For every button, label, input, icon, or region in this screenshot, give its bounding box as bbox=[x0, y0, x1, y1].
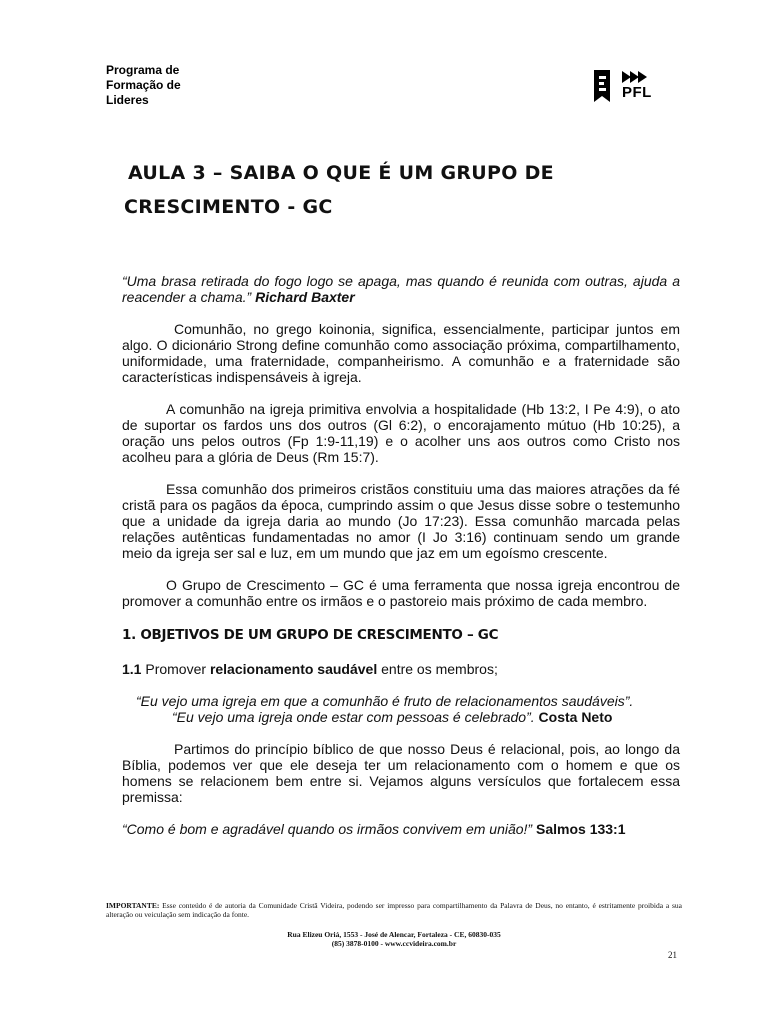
quote-2: “Eu vejo uma igreja onde estar com pessoas é celebrado”. bbox=[172, 709, 535, 725]
section-heading: 1. OBJETIVOS DE UM GRUPO DE CRESCIMENTO – GC bbox=[122, 627, 499, 643]
page-title bbox=[124, 156, 684, 224]
item-post: entre os membros; bbox=[381, 661, 498, 677]
item-number: 1.1 bbox=[122, 661, 142, 677]
paragraph-5: Partimos do princípio bíblico de que nosso Deus é relacional, pois, ao longo da Bíblia, podemos ver que ele deseja ter um relacionamento com o homem e que os homens se relacionem bem entre si. Vejamos alguns versículos que fortalecem essa premissa: bbox=[122, 741, 680, 805]
footer-notice bbox=[106, 901, 682, 919]
epigraph bbox=[122, 273, 680, 305]
important-text: Esse conteúdo é de autoria da Comunidade Cristã Videira, podendo ser impresso para compartilhamento da Palavra de Deus, no entanto, é estritamente proibida a sua alteração ou veiculação sem indicação da fonte. bbox=[106, 901, 682, 919]
title-line-1: AULA 3 – SAIBA O QUE É UM GRUPO DE bbox=[128, 162, 554, 184]
quotes-block bbox=[122, 693, 680, 725]
program-line-3: Lideres bbox=[106, 93, 149, 107]
page-number: 21 bbox=[668, 950, 677, 960]
epigraph-quote: “Uma brasa retirada do fogo logo se apaga, mas quando é reunida com outras, ajuda a reacender a chama.” bbox=[122, 273, 680, 305]
item-bold: relacionamento saudável bbox=[209, 661, 378, 677]
verse-ref: Salmos 133:1 bbox=[536, 821, 626, 837]
paragraph-4: O Grupo de Crescimento – GC é uma ferramenta que nossa igreja encontrou de promover a comunhão entre os irmãos e o pastoreio mais próximo de cada membro. bbox=[122, 577, 680, 609]
logo-text: PFL bbox=[622, 84, 652, 101]
program-line-1: Programa de bbox=[106, 63, 180, 77]
paragraph-3: Essa comunhão dos primeiros cristãos constituiu uma das maiores atrações da fé cristã para os pagãos da época, cumprindo assim o que Jesus disse sobre o testemunho que a unidade da igreja daria ao mundo (Jo 17:23). Essa comunhão marcada pelas relações autênticas fundamentadas no amor (I Jo 3:16) continuam sendo um grande meio da igreja ser sal e luz, em um mundo que jaz em um egoísmo crescente. bbox=[122, 481, 680, 561]
quote-1: “Eu vejo uma igreja em que a comunhão é fruto de relacionamentos saudáveis”. bbox=[136, 693, 634, 709]
bible-verse bbox=[122, 821, 680, 837]
epigraph-author: Richard Baxter bbox=[255, 289, 355, 305]
objective-item bbox=[122, 661, 680, 677]
paragraph-2: A comunhão na igreja primitiva envolvia a hospitalidade (Hb 13:2, I Pe 4:9), o ato de suportar os fardos uns dos outros (Gl 6:2), o encorajamento mútuo (Hb 10:25), a oração uns pelos outros (Fp 1:9-11,19) e o acolher uns aos outros como Cristo nos acolheu para a glória de Deus (Rm 15:7). bbox=[122, 401, 680, 465]
program-name bbox=[106, 63, 181, 108]
quote-2-author: Costa Neto bbox=[538, 709, 613, 725]
title-line-2: CRESCIMENTO - GC bbox=[124, 196, 333, 218]
verse-text: “Como é bom e agradável quando os irmãos convivem em união!” bbox=[122, 821, 533, 837]
contact-line: (85) 3878-0100 - www.ccvideira.com.br bbox=[331, 939, 457, 948]
program-line-2: Formação de bbox=[106, 78, 181, 92]
footer-address bbox=[106, 930, 682, 948]
address-line: Rua Elizeu Oriá, 1553 - José de Alencar, Fortaleza - CE, 60830-035 bbox=[287, 930, 501, 939]
paragraph-1: Comunhão, no grego koinonia, significa, essencialmente, participar juntos em algo. O dicionário Strong define comunhão como associação próxima, compartilhamento, uniformidade, uma fraternidade, companheirismo. A comunhão e a fraternidade são características indispensáveis à igreja. bbox=[122, 321, 680, 385]
item-pre: Promover bbox=[145, 661, 207, 677]
important-label: IMPORTANTE: bbox=[106, 901, 160, 910]
document-body bbox=[122, 273, 680, 837]
